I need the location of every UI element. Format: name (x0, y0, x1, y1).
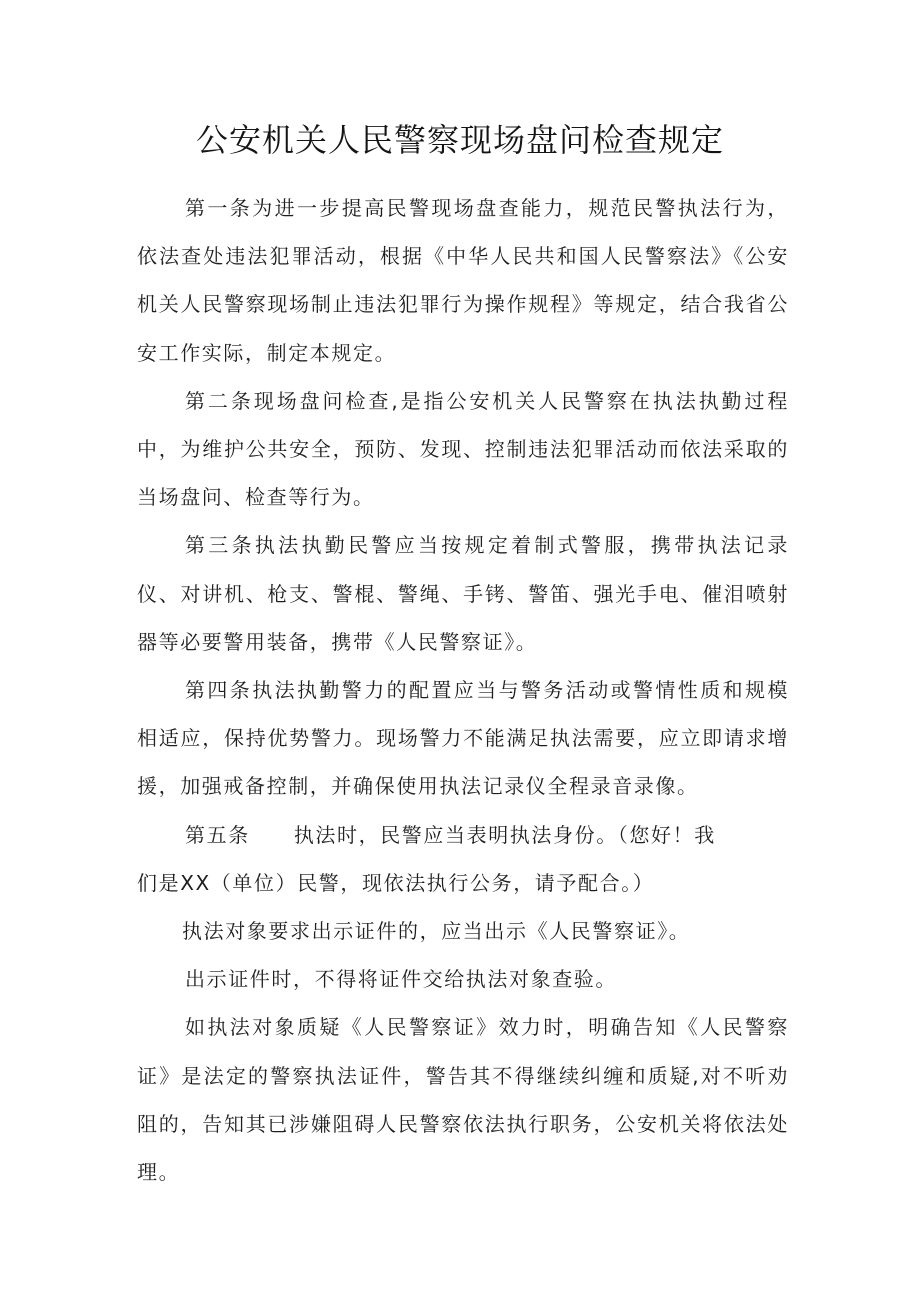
show-id-paragraph: 执法对象要求出示证件的，应当出示《人民警察证》。 (182, 919, 691, 944)
article-3-paragraph: 第三条执法执勤民警应当按规定着制式警服，携带执法记录仪、对讲机、枪支、警棍、警绳、手铐、警笛、强光手电、催泪喷射器等必要警用装备，携带《人民警察证》。 (137, 533, 789, 654)
document-title: 公安机关人民警察现场盘问检查规定 (195, 121, 724, 159)
dispute-paragraph: 如执法对象质疑《人民警察证》效力时，明确告知《人民警察证》是法定的警察执法证件，警告其不得继续纠缠和质疑,对不听劝阻的，告知其已涉嫌阻碍人民警察依法执行职务，公安机关将依法处理。 (137, 1015, 789, 1185)
article-4-paragraph: 第四条执法执勤警力的配置应当与警务活动或警情性质和规模相适应，保持优势警力。现场警力不能满足执法需要，应立即请求增援，加强戒备控制，并确保使用执法记录仪全程录音录像。 (137, 678, 789, 799)
article-5-text-line1: 执法时，民警应当表明执法身份。（您好！我 (293, 822, 716, 847)
article-5-label: 第五条 (185, 822, 250, 847)
article-5-text-line2: 们是XX（单位）民警，现依法执行公务，请予配合。） (137, 870, 655, 895)
no-handover-paragraph: 出示证件时，不得将证件交给执法对象查验。 (185, 967, 617, 992)
document-body (137, 184, 789, 1196)
article-1-paragraph: 第一条为进一步提高民警现场盘查能力，规范民警执法行为，依法查处违法犯罪活动，根据《中华人民共和国人民警察法》《公安机关人民警察现场制止违法犯罪行为操作规程》等规定，结合我省公安工作实际，制定本规定。 (137, 196, 789, 365)
article-2-paragraph: 第二条现场盘问检查,是指公安机关人民警察在执法执勤过程中，为维护公共安全，预防、发现、控制违法犯罪活动而依法采取的当场盘问、检查等行为。 (137, 388, 789, 510)
article-5-paragraph (137, 811, 789, 859)
